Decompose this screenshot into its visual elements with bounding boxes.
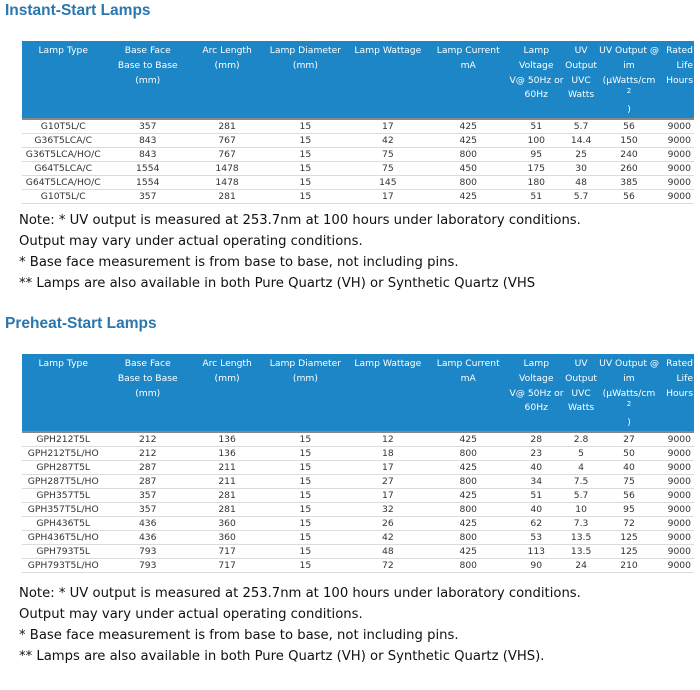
table-cell: 15 — [263, 530, 348, 544]
table-cell: GPH212T5L/HO — [22, 446, 104, 460]
table-row — [22, 502, 694, 516]
header-lamp-current: Lamp Current mA — [436, 45, 500, 71]
table-cell: 1478 — [191, 161, 263, 175]
table-cell: 75 — [598, 474, 660, 488]
note-base-face: * Base face measurement is from base to base, not including pins. — [19, 255, 459, 270]
table-cell: 15 — [263, 175, 348, 189]
table-cell: 450 — [428, 161, 508, 175]
table-cell: 281 — [191, 502, 263, 516]
table-row — [22, 516, 694, 530]
table-cell: 48 — [564, 175, 598, 189]
table-cell: 180 — [508, 175, 564, 189]
table-cell: 136 — [191, 432, 263, 447]
table-cell: 436 — [104, 530, 191, 544]
table-cell: 9000 — [660, 474, 694, 488]
table-cell: 212 — [104, 432, 191, 447]
header-rated-life: Rated Life Hours — [666, 358, 693, 399]
table-cell: 90 — [508, 558, 564, 572]
table-cell: 357 — [104, 502, 191, 516]
header-lamp-diameter: Lamp Diameter (mm) — [269, 358, 342, 384]
header-lamp-current: Lamp Current mA — [436, 358, 500, 384]
table-cell: 10 — [564, 502, 598, 516]
table-cell: 17 — [348, 488, 428, 502]
note-base-face: * Base face measurement is from base to base, not including pins. — [19, 628, 459, 643]
table-cell: 51 — [508, 119, 564, 134]
header-lamp-wattage: Lamp Wattage — [354, 358, 422, 369]
table-cell: 425 — [428, 516, 508, 530]
table-cell: 17 — [348, 460, 428, 474]
table-cell: GPH287T5L — [22, 460, 104, 474]
table-cell: 5.7 — [564, 119, 598, 134]
table-cell: 15 — [263, 544, 348, 558]
table-cell: 9000 — [660, 530, 694, 544]
note-uv-measurement: Note: * UV output is measured at 253.7nm at 100 hours under laboratory conditions. — [19, 213, 581, 228]
table-cell: 15 — [263, 147, 348, 161]
table-cell: 9000 — [660, 119, 694, 134]
table-cell: 25 — [564, 147, 598, 161]
table-cell: 5 — [564, 446, 598, 460]
table-cell: 7.5 — [564, 474, 598, 488]
header-uv-output: UV Output @ im (µWatts/cm $^2$ ) — [599, 45, 660, 116]
table-cell: 425 — [428, 189, 508, 203]
table-cell: 210 — [598, 558, 660, 572]
table-cell: 9000 — [660, 161, 694, 175]
table-cell: 4 — [564, 460, 598, 474]
table-cell: 357 — [104, 488, 191, 502]
table-cell: 40 — [508, 502, 564, 516]
table-cell: 15 — [263, 446, 348, 460]
table-cell: 75 — [348, 147, 428, 161]
table-cell: 211 — [191, 474, 263, 488]
table-cell: 9000 — [660, 432, 694, 447]
table-cell: 13.5 — [564, 544, 598, 558]
table-row — [22, 189, 694, 203]
table-cell: 843 — [104, 147, 191, 161]
table-cell: 15 — [263, 558, 348, 572]
table-cell: 34 — [508, 474, 564, 488]
table-cell: 42 — [348, 530, 428, 544]
note-output-varies: Output may vary under actual operating conditions. — [19, 607, 363, 622]
table-cell: 53 — [508, 530, 564, 544]
table-cell: 425 — [428, 432, 508, 447]
table-cell: 9000 — [660, 189, 694, 203]
table-cell: 51 — [508, 189, 564, 203]
table-cell: 9000 — [660, 558, 694, 572]
header-lamp-voltage: Lamp Voltage V@ 50Hz or 60Hz — [509, 358, 564, 414]
table-cell: GPH357T5L/HO — [22, 502, 104, 516]
instant-start-title: Instant-Start Lamps — [5, 2, 151, 19]
instant-table-body — [22, 119, 694, 204]
table-cell: 27 — [598, 432, 660, 447]
table-cell: 24 — [564, 558, 598, 572]
table-cell: 17 — [348, 119, 428, 134]
table-cell: 1554 — [104, 175, 191, 189]
table-cell: 56 — [598, 119, 660, 134]
table-cell: 843 — [104, 133, 191, 147]
note-quartz-availability: ** Lamps are also available in both Pure Quartz (VH) or Synthetic Quartz (VHS). — [19, 649, 545, 664]
header-lamp-type: Lamp Type — [38, 45, 88, 56]
table-cell: 360 — [191, 516, 263, 530]
instant-notes — [19, 210, 581, 294]
table-cell: 5.7 — [564, 189, 598, 203]
table-cell: 18 — [348, 446, 428, 460]
header-row — [22, 354, 694, 432]
table-cell: 23 — [508, 446, 564, 460]
table-row — [22, 432, 694, 447]
table-cell: 12 — [348, 432, 428, 447]
table-cell: 13.5 — [564, 530, 598, 544]
note-quartz-availability: ** Lamps are also available in both Pure Quartz (VH) or Synthetic Quartz (VHS — [19, 276, 536, 291]
table-cell: 800 — [428, 446, 508, 460]
table-cell: 793 — [104, 544, 191, 558]
table-cell: 15 — [263, 502, 348, 516]
table-row — [22, 161, 694, 175]
table-cell: 15 — [263, 432, 348, 447]
table-cell: 5.7 — [564, 488, 598, 502]
note-output-varies: Output may vary under actual operating conditions. — [19, 234, 363, 249]
table-cell: 425 — [428, 460, 508, 474]
table-cell: GPH287T5L/HO — [22, 474, 104, 488]
table-cell: 281 — [191, 119, 263, 134]
header-base-face: Base Face Base to Base (mm) — [117, 45, 178, 86]
table-cell: 800 — [428, 530, 508, 544]
table-cell: 42 — [348, 133, 428, 147]
table-cell: GPH793T5L — [22, 544, 104, 558]
table-row — [22, 147, 694, 161]
table-cell: 800 — [428, 474, 508, 488]
header-lamp-wattage: Lamp Wattage — [354, 45, 422, 56]
table-cell: 1554 — [104, 161, 191, 175]
table-cell: 385 — [598, 175, 660, 189]
table-cell: 425 — [428, 488, 508, 502]
table-cell: 56 — [598, 189, 660, 203]
table-cell: 40 — [508, 460, 564, 474]
table-cell: GPH793T5L/HO — [22, 558, 104, 572]
table-cell: 287 — [104, 474, 191, 488]
table-cell: 150 — [598, 133, 660, 147]
table-cell: 32 — [348, 502, 428, 516]
table-cell: 800 — [428, 502, 508, 516]
table-cell: 26 — [348, 516, 428, 530]
table-cell: 800 — [428, 558, 508, 572]
table-cell: 9000 — [660, 147, 694, 161]
table-cell: GPH357T5L — [22, 488, 104, 502]
preheat-start-table — [22, 354, 694, 573]
table-cell: 212 — [104, 446, 191, 460]
header-lamp-type: Lamp Type — [38, 358, 88, 369]
table-cell: 125 — [598, 530, 660, 544]
table-row — [22, 175, 694, 189]
table-cell: 240 — [598, 147, 660, 161]
header-lamp-voltage: Lamp Voltage V@ 50Hz or 60Hz — [509, 45, 564, 101]
table-cell: 436 — [104, 516, 191, 530]
table-cell: GPH436T5L — [22, 516, 104, 530]
header-arc-length: Arc Length (mm) — [202, 358, 252, 384]
header-base-face: Base Face Base to Base (mm) — [117, 358, 178, 399]
table-cell: 28 — [508, 432, 564, 447]
table-cell: 425 — [428, 133, 508, 147]
table-cell: GPH436T5L/HO — [22, 530, 104, 544]
table-row — [22, 544, 694, 558]
table-row — [22, 474, 694, 488]
table-cell: G36T5LCA/C — [22, 133, 104, 147]
table-cell: G10T5L/C — [22, 189, 104, 203]
table-cell: 30 — [564, 161, 598, 175]
table-cell: 360 — [191, 530, 263, 544]
table-row — [22, 446, 694, 460]
table-row — [22, 119, 694, 134]
table-cell: 48 — [348, 544, 428, 558]
table-cell: 15 — [263, 474, 348, 488]
table-cell: 175 — [508, 161, 564, 175]
table-row — [22, 133, 694, 147]
header-uv: UV Output UVC Watts — [565, 358, 598, 414]
table-cell: 72 — [598, 516, 660, 530]
instant-start-table — [22, 41, 694, 204]
preheat-start-title: Preheat-Start Lamps — [5, 315, 157, 332]
table-cell: G36T5LCA/HO/C — [22, 147, 104, 161]
table-cell: 125 — [598, 544, 660, 558]
table-cell: 145 — [348, 175, 428, 189]
header-uv: UV Output UVC Watts — [565, 45, 598, 101]
table-cell: 2.8 — [564, 432, 598, 447]
note-uv-measurement: Note: * UV output is measured at 253.7nm at 100 hours under laboratory conditions. — [19, 586, 581, 601]
table-cell: G10T5L/C — [22, 119, 104, 134]
table-cell: 100 — [508, 133, 564, 147]
table-cell: 425 — [428, 119, 508, 134]
table-cell: 56 — [598, 488, 660, 502]
table-cell: 717 — [191, 558, 263, 572]
header-rated-life: Rated Life Hours — [666, 45, 693, 86]
table-row — [22, 530, 694, 544]
table-cell: 7.3 — [564, 516, 598, 530]
table-cell: 75 — [348, 161, 428, 175]
table-cell: 51 — [508, 488, 564, 502]
table-cell: 40 — [598, 460, 660, 474]
table-cell: 136 — [191, 446, 263, 460]
table-cell: 281 — [191, 189, 263, 203]
table-cell: 281 — [191, 488, 263, 502]
table-cell: 767 — [191, 147, 263, 161]
preheat-table-body — [22, 432, 694, 573]
table-cell: 9000 — [660, 502, 694, 516]
header-arc-length: Arc Length (mm) — [202, 45, 252, 71]
table-cell: 72 — [348, 558, 428, 572]
table-cell: GPH212T5L — [22, 432, 104, 447]
table-cell: 15 — [263, 161, 348, 175]
table-cell: 17 — [348, 189, 428, 203]
table-cell: 15 — [263, 119, 348, 134]
table-cell: G64T5LCA/C — [22, 161, 104, 175]
table-cell: 15 — [263, 189, 348, 203]
table-cell: 15 — [263, 516, 348, 530]
table-cell: 1478 — [191, 175, 263, 189]
table-cell: 9000 — [660, 446, 694, 460]
table-cell: 9000 — [660, 488, 694, 502]
table-row — [22, 488, 694, 502]
table-cell: 9000 — [660, 460, 694, 474]
table-cell: 95 — [508, 147, 564, 161]
table-cell: 9000 — [660, 133, 694, 147]
preheat-notes — [19, 583, 581, 667]
table-cell: G64T5LCA/HO/C — [22, 175, 104, 189]
table-cell: 95 — [598, 502, 660, 516]
table-cell: 800 — [428, 147, 508, 161]
table-cell: 357 — [104, 189, 191, 203]
table-cell: 793 — [104, 558, 191, 572]
table-cell: 357 — [104, 119, 191, 134]
table-cell: 211 — [191, 460, 263, 474]
table-cell: 287 — [104, 460, 191, 474]
table-cell: 62 — [508, 516, 564, 530]
table-cell: 767 — [191, 133, 263, 147]
table-row — [22, 460, 694, 474]
table-row — [22, 558, 694, 572]
table-cell: 50 — [598, 446, 660, 460]
table-cell: 425 — [428, 544, 508, 558]
table-cell: 15 — [263, 460, 348, 474]
table-cell: 9000 — [660, 544, 694, 558]
header-row — [22, 41, 694, 119]
table-cell: 27 — [348, 474, 428, 488]
table-cell: 14.4 — [564, 133, 598, 147]
table-cell: 113 — [508, 544, 564, 558]
table-cell: 717 — [191, 544, 263, 558]
table-cell: 9000 — [660, 175, 694, 189]
table-cell: 15 — [263, 488, 348, 502]
table-cell: 800 — [428, 175, 508, 189]
table-cell: 15 — [263, 133, 348, 147]
table-cell: 9000 — [660, 516, 694, 530]
header-uv-output: UV Output @ im (µWatts/cm $^2$ ) — [599, 358, 660, 429]
table-cell: 260 — [598, 161, 660, 175]
header-lamp-diameter: Lamp Diameter (mm) — [269, 45, 342, 71]
